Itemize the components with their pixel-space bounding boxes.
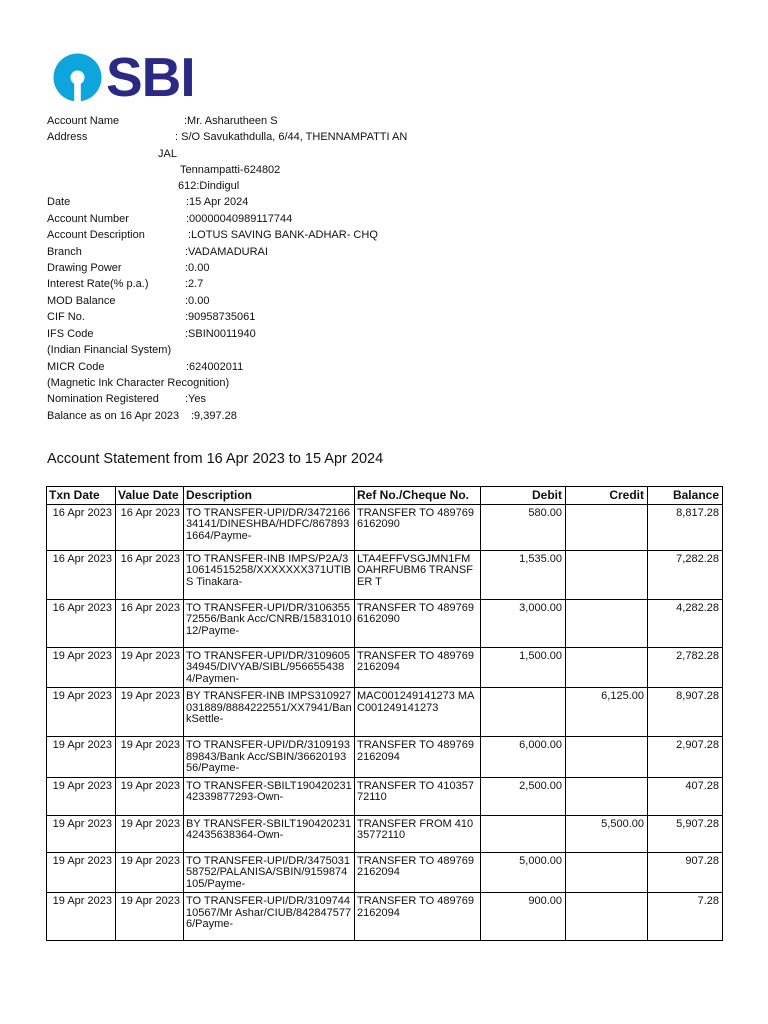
account-info-label: Drawing Power	[47, 262, 122, 274]
description-cell: TO TRANSFER-UPI/DR/310974410567/Mr Ashar/CIUB/8428475776/Payme-	[184, 893, 355, 941]
account-info-value: :2.7	[185, 278, 204, 290]
description-cell: TO TRANSFER-INB IMPS/P2A/310614515258/XXXXXXX371UTIBS Tinakara-	[184, 550, 355, 599]
account-info-value: JAL	[158, 148, 177, 160]
account-info-label: Branch	[47, 246, 82, 258]
table-row	[47, 647, 723, 688]
account-info-value: :90958735061	[185, 311, 256, 323]
txn-date-cell: 19 Apr 2023	[47, 852, 116, 893]
credit-cell	[566, 504, 648, 550]
debit-cell	[481, 688, 566, 737]
table-row	[47, 688, 723, 737]
table-row	[47, 504, 723, 550]
description-cell: TO TRANSFER-UPI/DR/347503158752/PALANISA/SBIN/9159874105/Payme-	[184, 852, 355, 893]
account-info-label: IFS Code	[47, 328, 94, 340]
description-cell: BY TRANSFER-SBILT19042023142435638364-Own-	[184, 815, 355, 852]
value-date-cell: 19 Apr 2023	[116, 647, 184, 688]
value-date-cell: 16 Apr 2023	[116, 504, 184, 550]
credit-cell: 6,125.00	[566, 688, 648, 737]
value-date-cell: 19 Apr 2023	[116, 815, 184, 852]
header-txn-date: Txn Date	[47, 487, 116, 505]
header-debit: Debit	[481, 487, 566, 505]
debit-cell: 6,000.00	[481, 737, 566, 778]
account-info-value: : S/O Savukathdulla, 6/44, THENNAMPATTI AN	[175, 131, 408, 143]
txn-date-cell: 16 Apr 2023	[47, 550, 116, 599]
value-date-cell: 16 Apr 2023	[116, 550, 184, 599]
debit-cell: 580.00	[481, 504, 566, 550]
balance-cell: 4,282.28	[648, 599, 723, 647]
value-date-cell: 16 Apr 2023	[116, 599, 184, 647]
value-date-cell: 19 Apr 2023	[116, 688, 184, 737]
debit-cell: 5,000.00	[481, 852, 566, 893]
balance-cell: 2,907.28	[648, 737, 723, 778]
credit-cell	[566, 893, 648, 941]
header-credit: Credit	[566, 487, 648, 505]
ref-no-cell: MAC001249141273 MAC001249141273	[355, 688, 481, 737]
account-info-label: CIF No.	[47, 311, 85, 323]
account-info-label: Nomination Registered	[47, 393, 159, 405]
account-info-value: :15 Apr 2024	[186, 196, 249, 208]
account-info-label: MICR Code	[47, 361, 105, 373]
transactions-table	[46, 486, 723, 941]
description-cell: TO TRANSFER-UPI/DR/310919389843/Bank Acc/SBIN/3662019356/Payme-	[184, 737, 355, 778]
sbi-wordmark: SBI	[106, 46, 195, 108]
ref-no-cell: TRANSFER FROM 41035772110	[355, 815, 481, 852]
account-info-label: Address	[47, 131, 88, 143]
account-info-value: :Mr. Asharutheen S	[184, 115, 278, 127]
account-info-value: :LOTUS SAVING BANK-ADHAR- CHQ	[188, 229, 378, 241]
account-info-value: :9,397.28	[191, 410, 237, 422]
balance-cell: 5,907.28	[648, 815, 723, 852]
credit-cell	[566, 647, 648, 688]
table-row	[47, 815, 723, 852]
txn-date-cell: 19 Apr 2023	[47, 647, 116, 688]
debit-cell: 3,000.00	[481, 599, 566, 647]
account-info-label: MOD Balance	[47, 295, 116, 307]
description-cell: TO TRANSFER-UPI/DR/310635572556/Bank Acc/CNRB/1583101012/Payme-	[184, 599, 355, 647]
ref-no-cell: TRANSFER TO 4897696162090	[355, 599, 481, 647]
txn-date-cell: 16 Apr 2023	[47, 504, 116, 550]
account-info-value: :624002011	[186, 361, 244, 373]
sbi-keyhole-icon	[53, 53, 102, 102]
table-row	[47, 599, 723, 647]
balance-cell: 7.28	[648, 893, 723, 941]
account-info-value: :VADAMADURAI	[185, 246, 268, 258]
header-description: Description	[184, 487, 355, 505]
account-info-label: Account Number	[47, 213, 129, 225]
account-info-value: 612:Dindigul	[178, 180, 240, 192]
sbi-logo	[53, 46, 195, 108]
txn-date-cell: 19 Apr 2023	[47, 893, 116, 941]
credit-cell	[566, 550, 648, 599]
table-row	[47, 777, 723, 815]
account-info-label: (Indian Financial System)	[47, 344, 172, 356]
txn-date-cell: 19 Apr 2023	[47, 688, 116, 737]
description-cell: BY TRANSFER-INB IMPS310927031889/8884222551/XX7941/BankSettle-	[184, 688, 355, 737]
table-row	[47, 737, 723, 778]
txn-date-cell: 16 Apr 2023	[47, 599, 116, 647]
account-info-label: Account Name	[47, 115, 120, 127]
value-date-cell: 19 Apr 2023	[116, 893, 184, 941]
table-header-row	[47, 487, 723, 505]
table-row	[47, 852, 723, 893]
ref-no-cell: TRANSFER TO 4897696162090	[355, 504, 481, 550]
balance-cell: 2,782.28	[648, 647, 723, 688]
credit-cell	[566, 777, 648, 815]
debit-cell: 900.00	[481, 893, 566, 941]
account-info-value: :0.00	[185, 295, 210, 307]
balance-cell: 8,907.28	[648, 688, 723, 737]
statement-title: Account Statement from 16 Apr 2023 to 15 Apr 2024	[47, 451, 384, 467]
balance-cell: 407.28	[648, 777, 723, 815]
credit-cell	[566, 599, 648, 647]
table-row	[47, 550, 723, 599]
credit-cell	[566, 737, 648, 778]
balance-cell: 907.28	[648, 852, 723, 893]
description-cell: TO TRANSFER-UPI/DR/347216634141/DINESHBA/HDFC/8678931664/Payme-	[184, 504, 355, 550]
header-ref-no: Ref No./Cheque No.	[355, 487, 481, 505]
account-info-value: :Yes	[185, 393, 207, 405]
account-info-label: Balance as on 16 Apr 2023	[47, 410, 180, 422]
debit-cell: 2,500.00	[481, 777, 566, 815]
value-date-cell: 19 Apr 2023	[116, 737, 184, 778]
account-info-value: :SBIN0011940	[185, 328, 256, 340]
header-balance: Balance	[648, 487, 723, 505]
account-info-value: :0.00	[185, 262, 210, 274]
balance-cell: 8,817.28	[648, 504, 723, 550]
txn-date-cell: 19 Apr 2023	[47, 815, 116, 852]
description-cell: TO TRANSFER-SBILT19042023142339877293-Own-	[184, 777, 355, 815]
debit-cell	[481, 815, 566, 852]
txn-date-cell: 19 Apr 2023	[47, 777, 116, 815]
value-date-cell: 19 Apr 2023	[116, 852, 184, 893]
account-info-label: (Magnetic Ink Character Recognition)	[47, 377, 230, 389]
table-row	[47, 893, 723, 941]
account-info-label: Date	[47, 196, 71, 208]
credit-cell	[566, 852, 648, 893]
ref-no-cell: TRANSFER TO 4897692162094	[355, 737, 481, 778]
ref-no-cell: TRANSFER TO 4897692162094	[355, 852, 481, 893]
credit-cell: 5,500.00	[566, 815, 648, 852]
ref-no-cell: TRANSFER TO 4897692162094	[355, 647, 481, 688]
debit-cell: 1,500.00	[481, 647, 566, 688]
account-info-label: Account Description	[47, 229, 145, 241]
debit-cell: 1,535.00	[481, 550, 566, 599]
ref-no-cell: TRANSFER TO 41035772110	[355, 777, 481, 815]
description-cell: TO TRANSFER-UPI/DR/310960534945/DIVYAB/SIBL/9566554384/Paymen-	[184, 647, 355, 688]
account-info-label: Interest Rate(% p.a.)	[47, 278, 149, 290]
ref-no-cell: TRANSFER TO 4897692162094	[355, 893, 481, 941]
txn-date-cell: 19 Apr 2023	[47, 737, 116, 778]
ref-no-cell: LTA4EFFVSGJMN1FMOAHRFUBM6 TRANSFER T	[355, 550, 481, 599]
balance-cell: 7,282.28	[648, 550, 723, 599]
header-value-date: Value Date	[116, 487, 184, 505]
value-date-cell: 19 Apr 2023	[116, 777, 184, 815]
account-info-value: :00000040989117744	[186, 213, 293, 225]
account-info-value: Tennampatti-624802	[180, 164, 281, 176]
